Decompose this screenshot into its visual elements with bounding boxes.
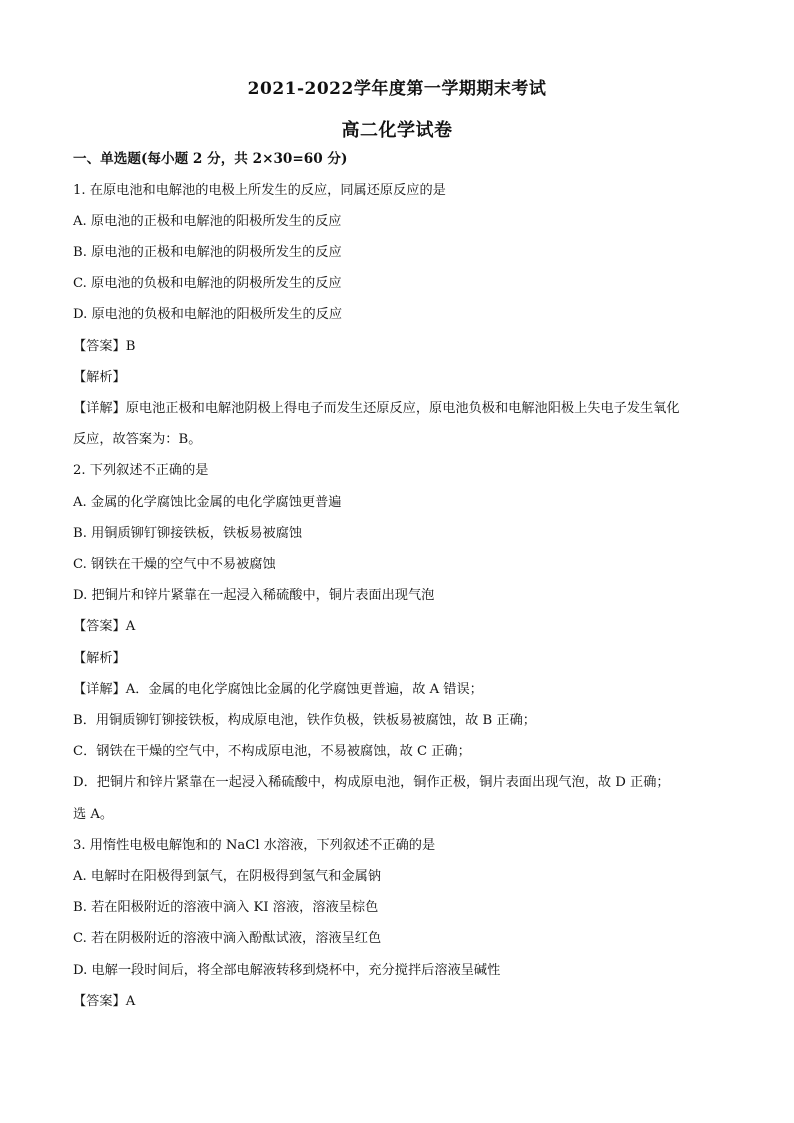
question-2-option-c: C. 钢铁在干燥的空气中不易被腐蚀	[73, 557, 276, 572]
exam-title: 2021-2022学年度第一学期期末考试	[247, 79, 547, 99]
question-1-explanation-cont: 反应，故答案为：B。	[73, 432, 202, 447]
question-2-option-a: A. 金属的化学腐蚀比金属的电化学腐蚀更普遍	[73, 495, 342, 510]
question-3-option-a: A. 电解时在阳极得到氯气，在阴极得到氢气和金属钠	[73, 869, 382, 884]
question-1-explanation: 【详解】原电池正极和电解池阴极上得电子而发生还原反应，原电池负极和电解池阳极上失电子发生氧化	[73, 401, 680, 416]
question-2-conclusion: 选 A。	[73, 807, 114, 822]
question-2-explanation-a: 【详解】A．金属的电化学腐蚀比金属的化学腐蚀更普遍，故 A 错误；	[73, 682, 483, 697]
question-2-stem: 2. 下列叙述不正确的是	[73, 463, 209, 478]
question-1-option-c: C. 原电池的负极和电解池的阴极所发生的反应	[73, 276, 342, 291]
question-2-option-b: B. 用铜质铆钉铆接铁板，铁板易被腐蚀	[73, 526, 303, 541]
question-1-answer: 【答案】B	[73, 339, 136, 354]
question-2-explanation-d: D．把铜片和锌片紧靠在一起浸入稀硫酸中，构成原电池，铜作正极，铜片表面出现气泡，故 D 正确；	[73, 775, 670, 790]
question-2-explanation-b: B．用铜质铆钉铆接铁板，构成原电池，铁作负极，铁板易被腐蚀，故 B 正确；	[73, 713, 536, 728]
question-1-analysis-label: 【解析】	[73, 370, 126, 385]
question-1-option-d: D. 原电池的负极和电解池的阳极所发生的反应	[73, 307, 343, 322]
question-2-analysis-label: 【解析】	[73, 651, 126, 666]
question-3-option-d: D. 电解一段时间后，将全部电解液转移到烧杯中，充分搅拌后溶液呈碱性	[73, 963, 501, 978]
question-1-stem: 1. 在原电池和电解池的电极上所发生的反应，同属还原反应的是	[73, 183, 446, 198]
question-3-answer: 【答案】A	[73, 994, 136, 1009]
question-3-option-c: C. 若在阴极附近的溶液中滴入酚酞试液，溶液呈红色	[73, 931, 382, 946]
question-2-option-d: D. 把铜片和锌片紧靠在一起浸入稀硫酸中，铜片表面出现气泡	[73, 588, 435, 603]
question-3-stem: 3. 用惰性电极电解饱和的 NaCl 水溶液，下列叙述不正确的是	[73, 838, 436, 853]
question-2-answer: 【答案】A	[73, 619, 136, 634]
question-1-option-a: A. 原电池的正极和电解池的阳极所发生的反应	[73, 214, 342, 229]
question-3-option-b: B. 若在阳极附近的溶液中滴入 KI 溶液，溶液呈棕色	[73, 900, 379, 915]
question-2-explanation-c: C．钢铁在干燥的空气中，不构成原电池，不易被腐蚀，故 C 正确；	[73, 744, 471, 759]
question-1-option-b: B. 原电池的正极和电解池的阴极所发生的反应	[73, 245, 342, 260]
exam-subtitle: 高二化学试卷	[341, 120, 453, 141]
section-heading: 一、单选题(每小题 2 分，共 2×30=60 分)	[73, 151, 348, 167]
